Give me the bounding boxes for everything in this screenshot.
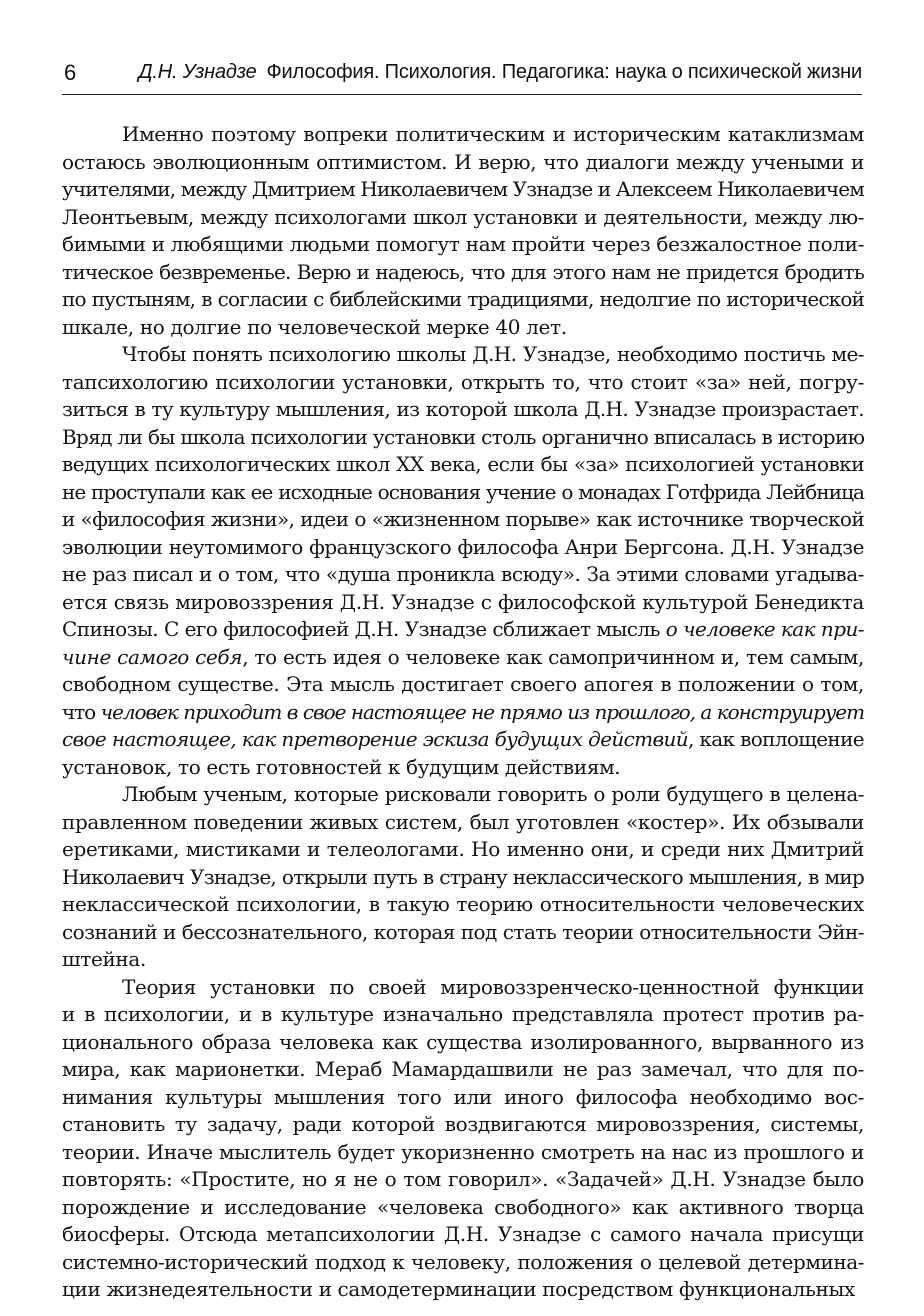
text-run: бимыми и любящими людьми помогут нам пройти через безжалостное поли- [62, 232, 864, 256]
text-line [62, 726, 864, 754]
text-run: установок, то есть готовностей к будущим действиям. [62, 754, 621, 779]
text-line [62, 1056, 864, 1084]
paragraph [62, 974, 864, 1304]
italic-text: человек приходит в свое настоящее не прямо из прошлого, а конструирует [100, 699, 864, 724]
italic-text: свое настоящее, как претворение эскиза будущих действий [62, 727, 688, 751]
page-number: 6 [64, 60, 77, 85]
text-run: Вряд ли бы школа психологии установки столь органично вписалась в историю [62, 424, 865, 449]
text-line [62, 1139, 864, 1167]
header-title: Философия. Психология. Педагогика: наука о психической жизни [266, 61, 862, 83]
text-line [62, 699, 864, 727]
text-line [62, 149, 864, 177]
text-run: биосферы. Отсюда метапсихологии Д.Н. Узнадзе с самого начала присущи [62, 1222, 864, 1246]
body-text [62, 121, 864, 1304]
italic-text: о человеке как при- [665, 617, 864, 641]
text-run: нимания культуры мышления того или иного философа необходимо вос- [62, 1084, 864, 1109]
text-line [62, 561, 864, 589]
text-line [62, 836, 864, 864]
text-line [62, 1166, 864, 1194]
text-line [62, 424, 864, 452]
text-line [62, 479, 864, 507]
text-line [62, 1001, 864, 1029]
italic-text: чине самого себя [62, 644, 243, 669]
text-line [62, 1084, 864, 1112]
text-run: учителями, между Дмитрием Николаевичем Узнадзе и Алексеем Николаевичем [62, 177, 864, 201]
paragraph [62, 341, 864, 781]
text-line [62, 754, 864, 782]
text-line [62, 286, 864, 314]
text-line [62, 1249, 864, 1277]
paragraph [62, 781, 864, 974]
header-author: Д.Н. Узнадзе [138, 61, 257, 83]
text-line [62, 451, 864, 479]
text-run: тапсихологию психологии установки, открыть то, что стоит «за» ней, погру- [62, 369, 864, 394]
text-line [62, 589, 864, 617]
text-run: свободном существе. Эта мысль достигает своего апогея в положении о том, [62, 672, 864, 696]
text-run: по пустыням, в согласии с библейскими традициями, недолгие по исторической [62, 287, 864, 311]
text-run: ционального образа человека как существа изолированного, вырванного из [62, 1029, 864, 1054]
text-run: не раз писал и о том, что «душа проникла всюду». За этими словами угадыва- [62, 562, 864, 586]
text-run: системно-исторический подход к человеку, положения о целевой детермина- [62, 1249, 864, 1274]
text-run: ведущих психологических школ XX века, если бы «за» психологией установки [62, 452, 864, 476]
running-header [62, 58, 862, 95]
text-run: что [62, 699, 101, 724]
text-run: Любым ученым, которые рисковали говорить о роли будущего в целена- [122, 782, 864, 806]
text-line [62, 781, 864, 809]
text-run: и в психологии, и в культуре изначально представляла протест против ра- [62, 1002, 864, 1026]
text-line [62, 891, 864, 919]
text-line [62, 314, 864, 342]
text-run: шкале, но долгие по человеческой мерке 40 лет. [62, 314, 567, 339]
text-run: Леонтьевым, между психологами школ установки и деятельности, между лю- [62, 204, 864, 229]
text-run: не проступали как ее исходные основания учение о монадах Готфрида Лейбница [62, 479, 864, 504]
text-run: штейна. [62, 947, 146, 971]
text-line [62, 341, 864, 369]
text-run: Именно поэтому вопреки политическим и историческим катаклизмам [122, 122, 864, 146]
text-run: неклассической психологии, в такую теорию относительности человеческих [62, 892, 864, 916]
text-run: ется связь мировоззрения Д.Н. Узнадзе с философской культурой Бенедикта [62, 589, 864, 614]
text-run: Николаевич Узнадзе, открыли путь в страну неклассического мышления, в мир [62, 864, 864, 889]
text-run: теории. Иначе мыслитель будет укоризненно смотреть на нас из прошлого и [62, 1139, 864, 1164]
text-run: , как воплощение [687, 727, 864, 751]
text-line [62, 1276, 864, 1304]
text-line [62, 644, 864, 672]
text-run: остаюсь эволюционным оптимистом. И верю, что диалоги между учеными и [62, 149, 864, 174]
text-run: и «философия жизни», идеи о «жизненном порыве» как источнике творческой [62, 507, 864, 531]
text-line [62, 1111, 864, 1139]
text-run: зиться в ту культуру мышления, из которой школа Д.Н. Узнадзе произрастает. [62, 397, 864, 421]
text-run: Теория установки по своей мировоззренческо-ценностной функции [122, 974, 864, 999]
text-line [62, 946, 864, 974]
text-line [62, 121, 864, 149]
text-run: повторять: «Простите, но я не о том говорил». «Задачей» Д.Н. Узнадзе было [62, 1167, 864, 1191]
text-run: Чтобы понять психологию школы Д.Н. Узнадзе, необходимо постичь ме- [122, 342, 864, 366]
text-line [62, 231, 864, 259]
text-line [62, 616, 864, 644]
text-line [62, 204, 864, 232]
text-run: эволюции неутомимого французского философа Анри Бергсона. Д.Н. Узнадзе [62, 534, 864, 559]
text-line [62, 671, 864, 699]
paragraph [62, 121, 864, 341]
text-run: порождение и исследование «человека свободного» как активного творца [62, 1194, 864, 1219]
text-line [62, 369, 864, 397]
text-line [62, 864, 864, 892]
text-run: , то есть идея о человеке как самопричинном и, тем самым, [242, 644, 864, 669]
running-head [139, 61, 862, 84]
text-line [62, 919, 864, 947]
text-line [62, 809, 864, 837]
text-line [62, 396, 864, 424]
text-line [62, 1029, 864, 1057]
text-run: мира, как марионетки. Мераб Мамардашвили не раз замечал, что для по- [62, 1057, 864, 1081]
text-run: еретиками, мистиками и телеологами. Но именно они, и среди них Дмитрий [62, 837, 864, 861]
text-run: сознаний и бессознательного, которая под стать теории относительности Эйн- [62, 919, 864, 944]
text-run: ции жизнедеятельности и самодетерминации посредством функциональных [62, 1277, 855, 1301]
text-line [62, 506, 864, 534]
text-line [62, 1221, 864, 1249]
text-run: правленном поведении живых систем, был уготовлен «костер». Их обзывали [62, 809, 864, 834]
text-run: тическое безвременье. Верю и надеюсь, что для этого нам не придется бродить [62, 259, 864, 284]
text-line [62, 259, 864, 287]
text-line [62, 534, 864, 562]
text-line [62, 974, 864, 1002]
text-line [62, 176, 864, 204]
text-line [62, 1194, 864, 1222]
text-run: становить ту задачу, ради которой воздвигаются мировоззрения, системы, [62, 1112, 864, 1136]
text-run: Спинозы. С его философией Д.Н. Узнадзе сближает мысль [62, 617, 666, 641]
